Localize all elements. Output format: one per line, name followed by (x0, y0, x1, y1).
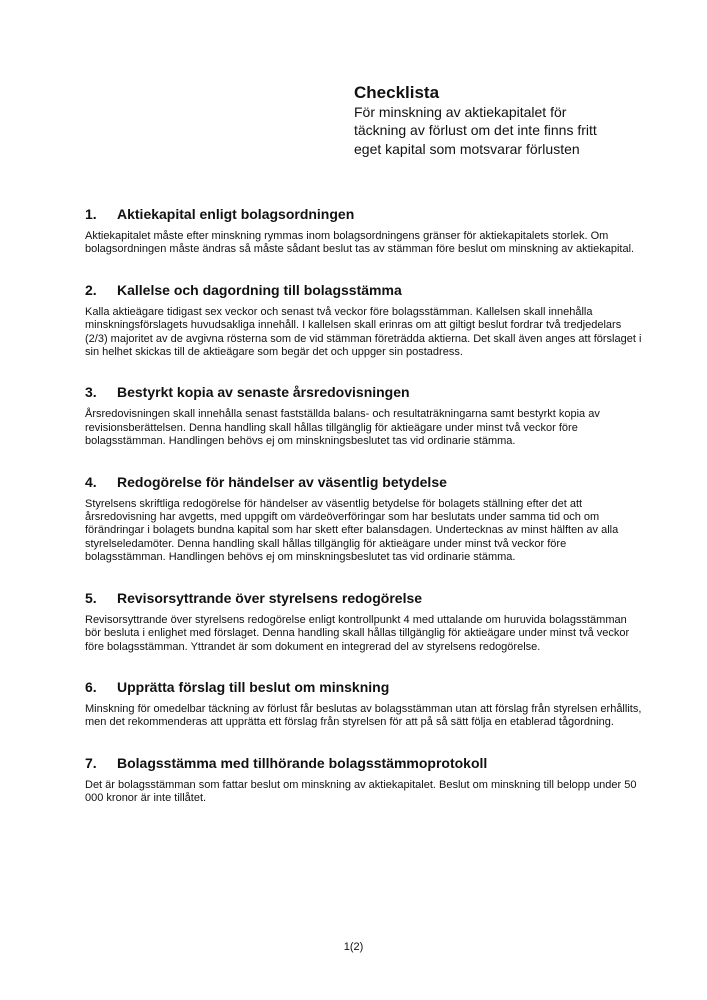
section-1 (85, 206, 642, 257)
section-body: Styrelsens skriftliga redogörelse för händelser av väsentlig betydelse för bolagets ställning efter det att årsredovisning har avgetts, med uppgift om värdeöverföringar som har beslutats under samma tid och om förändringar i bolagets bundna kapital som har skett efter balansdagen. Undertecknas av minst hälften av alla styrelseledamöter. Denna handling skall hållas tillgänglig för aktieägare under minst två veckor före bolagsstämman. Handlingen behövs ej om minskningsbeslutet tas vid ordinarie stämma. (85, 497, 619, 564)
section-number: 5. (85, 589, 97, 606)
title-block (354, 83, 664, 158)
section-number: 3. (85, 384, 97, 401)
section-heading (85, 755, 642, 772)
section-4 (85, 474, 642, 565)
section-heading (85, 474, 642, 491)
section-heading (85, 282, 642, 299)
section-heading (85, 384, 642, 401)
section-number: 6. (85, 678, 97, 695)
page-number: 1(2) (343, 941, 364, 953)
section-body: Revisorsyttrande över styrelsens redogörelse enligt kontrollpunkt 4 med uttalande om huruvida bolagsstämman bör besluta i enlighet med förslaget. Denna handling skall hållas tillgänglig för aktieägare under minst två veckor före bolagsstämman. Yttrandet är som dokument en integrerad del av styrelsens redogörelse. (85, 613, 630, 653)
section-3 (85, 384, 642, 448)
subtitle-line: eget kapital som motsvarar förlusten (354, 140, 580, 157)
section-body: Det är bolagsstämman som fattar beslut om minskning av aktiekapitalet. Beslut om minskning till belopp under 50 000 kronor är inte tillåtet. (85, 778, 637, 805)
section-heading (85, 206, 642, 223)
section-title: Redogörelse för händelser av väsentlig betydelse (117, 473, 447, 490)
subtitle-line: täckning av förlust om det inte finns fritt (354, 122, 597, 139)
section-title: Bestyrkt kopia av senaste årsredovisningen (117, 384, 410, 401)
section-number: 4. (85, 473, 97, 490)
section-heading (85, 679, 642, 696)
section-heading (85, 590, 642, 607)
section-number: 2. (85, 281, 97, 298)
section-body: Kalla aktieägare tidigast sex veckor och senast två veckor före bolagsstämman. Kallelsen skall innehålla minskningsförslagets huvudsakliga innehåll. I kallelsen skall erinras om att giltigt beslut fordrar två tredjedelars (2/3) majoritet av de avgivna rösterna som de vid stämman företrädda aktierna. Det skall även anges att förslaget i sin helhet skickas till de aktieägare som begär det och uppger sin postadress. (85, 305, 642, 359)
section-2 (85, 282, 642, 360)
section-title: Kallelse och dagordning till bolagsstämma (117, 281, 402, 298)
section-number: 1. (85, 206, 97, 222)
section-title: Aktiekapital enligt bolagsordningen (117, 206, 355, 222)
section-title: Revisorsyttrande över styrelsens redogörelse (117, 589, 423, 606)
section-body: Aktiekapitalet måste efter minskning rymmas inom bolagsordningens gränser för aktiekapitalets storlek. Om bolagsordningen måste ändras så måste sådant beslut tas av stämman före beslut om minskning av aktiekapital. (85, 230, 635, 256)
section-title: Upprätta förslag till beslut om minskning (117, 678, 390, 695)
section-body: Minskning för omedelbar täckning av förlust får beslutas av bolagsstämman utan att förslag från styrelsen erhållits, men det rekommenderas att upprätta ett förslag från styrelsen för att på så sätt följa en etablerad tågordning. (85, 702, 642, 729)
checklist-sections (85, 206, 642, 831)
page-subtitle (354, 103, 664, 158)
section-5 (85, 590, 642, 654)
subtitle-line: För minskning av aktiekapitalet för (354, 104, 567, 120)
section-number: 7. (85, 754, 97, 771)
section-6 (85, 679, 642, 730)
section-title: Bolagsstämma med tillhörande bolagsstämmoprotokoll (117, 754, 488, 771)
section-body: Årsredovisningen skall innehålla senast fastställda balans- och resultaträkningarna samt bestyrkt kopia av revisionsberättelsen. Denna handling skall hållas tillgänglig för aktieägare under minst två veckor före bolagsstämman. Handlingen behövs ej om minskningsbeslutet tas vid ordinarie stämma. (85, 408, 600, 448)
section-7 (85, 755, 642, 806)
page-title: Checklista (354, 83, 440, 102)
